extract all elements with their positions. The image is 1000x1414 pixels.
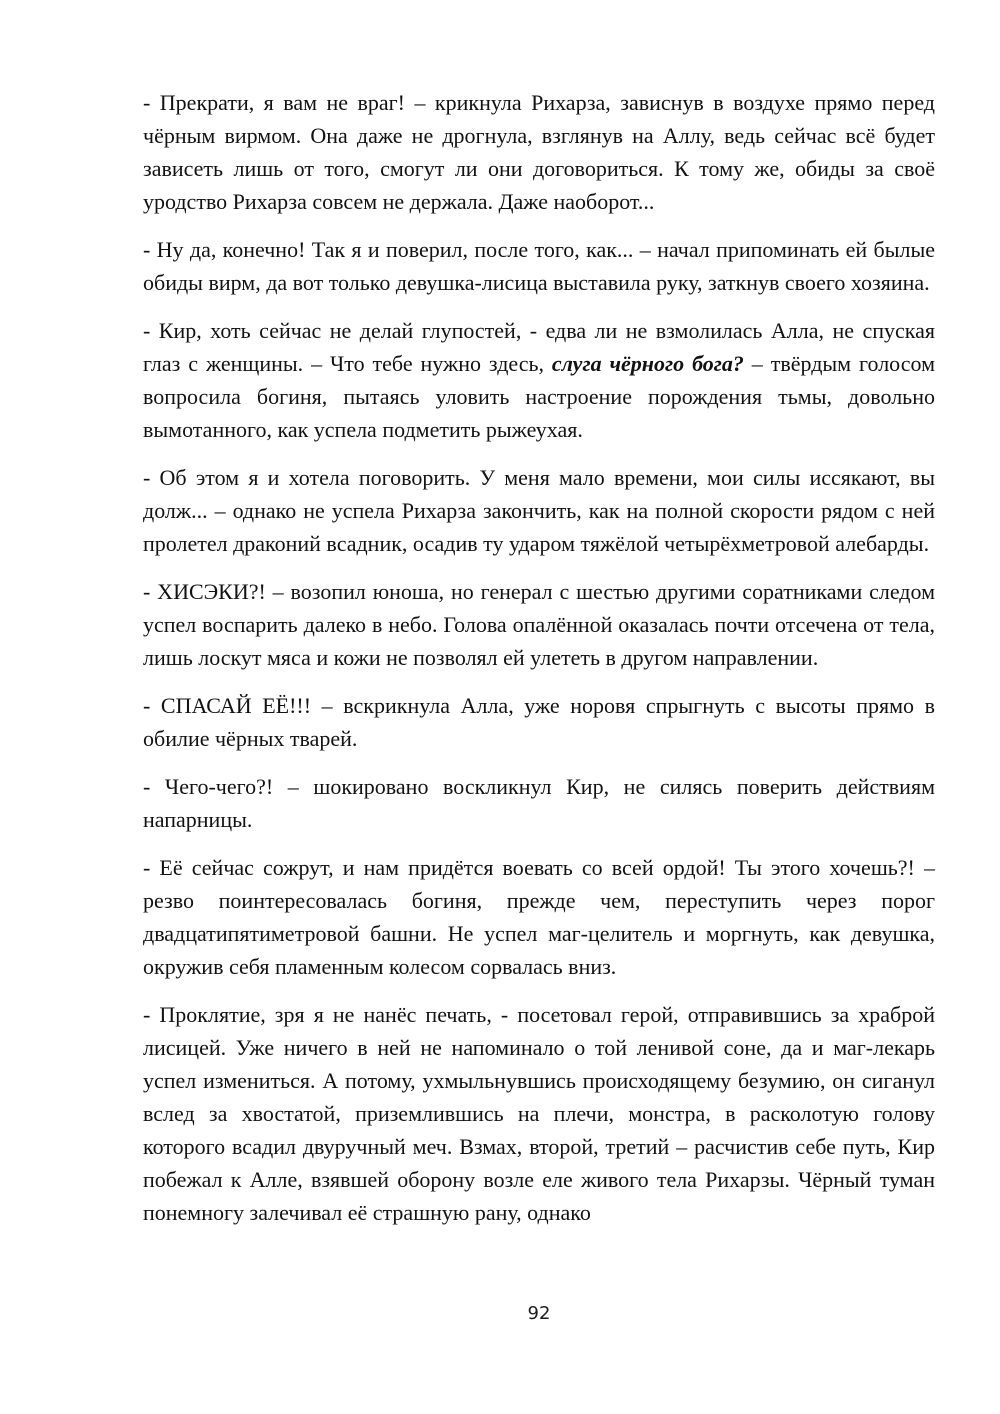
paragraph bbox=[143, 314, 935, 446]
page-number: 92 bbox=[527, 1303, 551, 1324]
text-run: - Её сейчас сожрут, и нам придётся воевать со всей ордой! Ты этого хочешь?! – резво поинтересовалась богиня, прежде чем, переступить через порог двадцатипятиметровой башни. Не успел маг-целитель и моргнуть, как девушка, окружив себя пламенным колесом сорвалась вниз. bbox=[143, 855, 935, 979]
text-run: - Об этом я и хотела поговорить. У меня мало времени, мои силы иссякают, вы долж... – однако не успела Рихарза закончить, как на полной скорости рядом с ней пролетел драконий всадник, осадив ту ударом тяжёлой четырёхметровой алебарды. bbox=[143, 465, 935, 556]
page-text-block bbox=[143, 86, 935, 1244]
text-run: - Кир, хоть сейчас не делай глупостей, - едва ли не взмолилась Алла, не спуская глаз с женщины. – Что тебе нужно здесь, bbox=[143, 318, 935, 376]
text-run: - Ну да, конечно! Так я и поверил, после того, как... – начал припоминать ей былые обиды вирм, да вот только девушка-лисица выставила руку, заткнув своего хозяина. bbox=[143, 237, 935, 295]
paragraph bbox=[143, 770, 935, 836]
text-run: - СПАСАЙ ЕЁ!!! – вскрикнула Алла, уже норовя спрыгнуть с высоты прямо в обилие чёрных тварей. bbox=[143, 693, 935, 751]
paragraph bbox=[143, 86, 935, 218]
text-run: - ХИСЭКИ?! – возопил юноша, но генерал с шестью другими соратниками следом успел воспарить далеко в небо. Голова опалённой оказалась почти отсечена от тела, лишь лоскут мяса и кожи не позволял ей улететь в другом направлении. bbox=[143, 579, 935, 670]
paragraph bbox=[143, 233, 935, 299]
paragraph bbox=[143, 689, 935, 755]
paragraph bbox=[143, 851, 935, 983]
paragraph bbox=[143, 575, 935, 674]
text-run: – твёрдым голосом вопросила богиня, пытаясь уловить настроение порождения тьмы, довольно вымотанного, как успела подметить рыжеухая. bbox=[143, 351, 935, 442]
text-run: - Прекрати, я вам не враг! – крикнула Рихарза, зависнув в воздухе прямо перед чёрным вирмом. Она даже не дрогнула, взглянув на Аллу, ведь сейчас всё будет зависеть лишь от того, смогут ли они договориться. К тому же, обиды за своё уродство Рихарза совсем не держала. Даже наоборот... bbox=[143, 90, 935, 214]
emphasized-text: слуга чёрного бога? bbox=[551, 351, 744, 376]
paragraph bbox=[143, 461, 935, 560]
paragraph bbox=[143, 998, 935, 1229]
text-run: - Проклятие, зря я не нанёс печать, - посетовал герой, отправившись за храброй лисицей. Уже ничего в ней не напоминало о той ленивой соне, да и маг-лекарь успел измениться. А потому, ухмыльнувшись происходящему безумию, он сиганул вслед за хвостатой, приземлившись на плечи, монстра, в расколотую голову которого всадил двуручный меч. Взмах, второй, третий – расчистив себе путь, Кир побежал к Алле, взявшей оборону возле еле живого тела Рихарзы. Чёрный туман понемногу залечивал её страшную рану, однако bbox=[143, 1002, 935, 1225]
text-run: - Чего-чего?! – шокировано воскликнул Кир, не силясь поверить действиям напарницы. bbox=[143, 774, 935, 832]
